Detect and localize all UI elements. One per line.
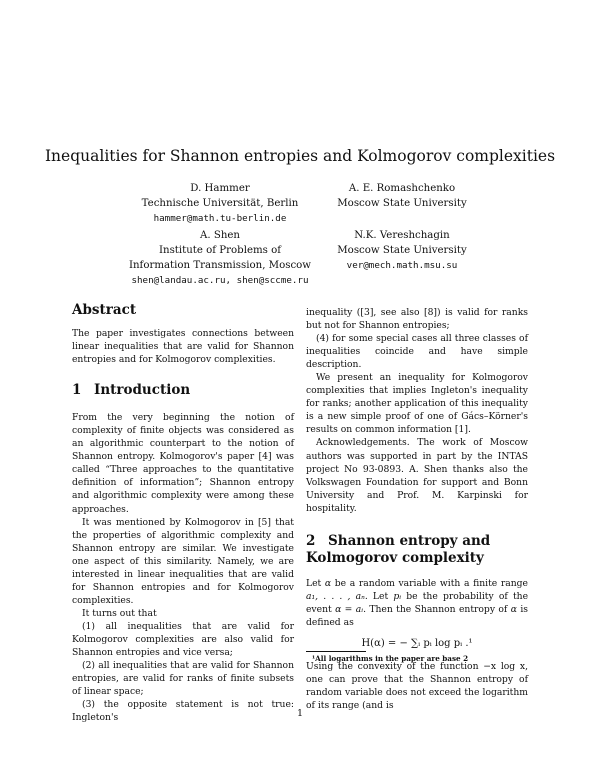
list-item: (4) for some special cases all three classes of inequalities coincide and have simple description.	[306, 333, 528, 371]
author-name: N.K. Vereshchagin	[354, 230, 450, 241]
paragraph: Using the convexity of the function −x log x, one can prove that the Shannon entropy of random variable does not exceed the logarithm of its range (and is	[306, 660, 528, 712]
section-title: Introduction	[94, 382, 191, 399]
author-affiliation: Moscow State University	[337, 198, 467, 209]
section-number: 2	[306, 532, 316, 549]
entropy-formula: H(α) = − ∑ᵢ pᵢ log pᵢ .¹	[361, 637, 473, 649]
author-name: A. E. Romashchenko	[348, 183, 456, 194]
left-column	[72, 304, 294, 724]
footnote-rule	[306, 651, 366, 652]
section-heading	[72, 382, 294, 399]
author-block-romashchenko	[292, 181, 512, 211]
section-heading	[306, 533, 528, 567]
author-name: D. Hammer	[190, 183, 250, 194]
list-item: (1) all inequalities that are valid for Kolmogorov complexities are also valid for Shannon entropies and vice versa;	[72, 620, 294, 659]
paragraph: From the very beginning the notion of complexity of finite objects was considered as an algorithmic counterpart to the notion of Shannon entropy. Kolmogorov's paper [4] was called “Three approaches to the quantitative definition of information”; Shannon entropy and algorithmic complexity were among these approaches.	[72, 412, 294, 515]
author-affiliation: Institute of Problems of	[158, 245, 282, 256]
paragraph: It turns out that	[82, 607, 157, 619]
list-item: (2) all inequalities that are valid for Shannon entropies, are valid for ranks of finite subsets of linear space;	[72, 660, 294, 698]
paper-title: Inequalities for Shannon entropies and Kolmogorov complexities	[44, 147, 556, 165]
abstract-heading: Abstract	[72, 302, 137, 318]
list-item: (3) the opposite statement is not true: Ingleton's	[72, 699, 294, 724]
author-email: hammer@math.tu-berlin.de	[153, 213, 287, 224]
author-email: ver@mech.math.msu.su	[346, 260, 458, 271]
paragraph: Let α be a random variable with a finite range a₁, . . . , aₙ. Let pᵢ be the probability of the event α = aᵢ. Then the Shannon entropy of α is defined as	[306, 577, 528, 628]
paragraph: It was mentioned by Kolmogorov in [5] that the properties of algorithmic complexity and Shannon entropy are similar. We investigate one aspect of this similarity. Namely, we are interested in linear inequalities that are valid for Shannon entropies and for Kolmogorov complexities.	[72, 516, 294, 606]
footnote: ¹All logarithms in the paper are base 2	[312, 654, 469, 663]
paragraph: inequality ([3], see also [8]) is valid for ranks but not for Shannon entropies;	[306, 307, 528, 332]
page-number: 1	[296, 708, 304, 719]
author-name: A. Shen	[200, 230, 240, 241]
section-number: 1	[72, 382, 82, 399]
author-affiliation: Technische Universität, Berlin	[141, 198, 299, 209]
acknowledgements: Acknowledgements. The work of Moscow authors was supported in part by the INTAS project No 93-0893. A. Shen thanks also the Volkswagen Foundation for support and Bonn University and Prof. M. Karpinski for hospitality.	[306, 437, 528, 514]
author-affiliation: Information Transmission, Moscow	[128, 260, 312, 271]
author-email: shen@landau.ac.ru, shen@sccme.ru	[131, 275, 309, 286]
abstract-text: The paper investigates connections between linear inequalities that are valid for Shannon entropies and for Kolmogorov complexities.	[72, 328, 294, 366]
paragraph: We present an inequality for Kolmogorov complexities that implies Ingleton's inequality for ranks; another application of this inequality is a new simple proof of one of Gács–Körner's results on common information [1].	[306, 372, 528, 436]
section-title: Shannon entropy and Kolmogorov complexity	[306, 532, 491, 566]
author-affiliation: Moscow State University	[337, 245, 467, 256]
author-block-vereshchagin	[292, 228, 512, 273]
